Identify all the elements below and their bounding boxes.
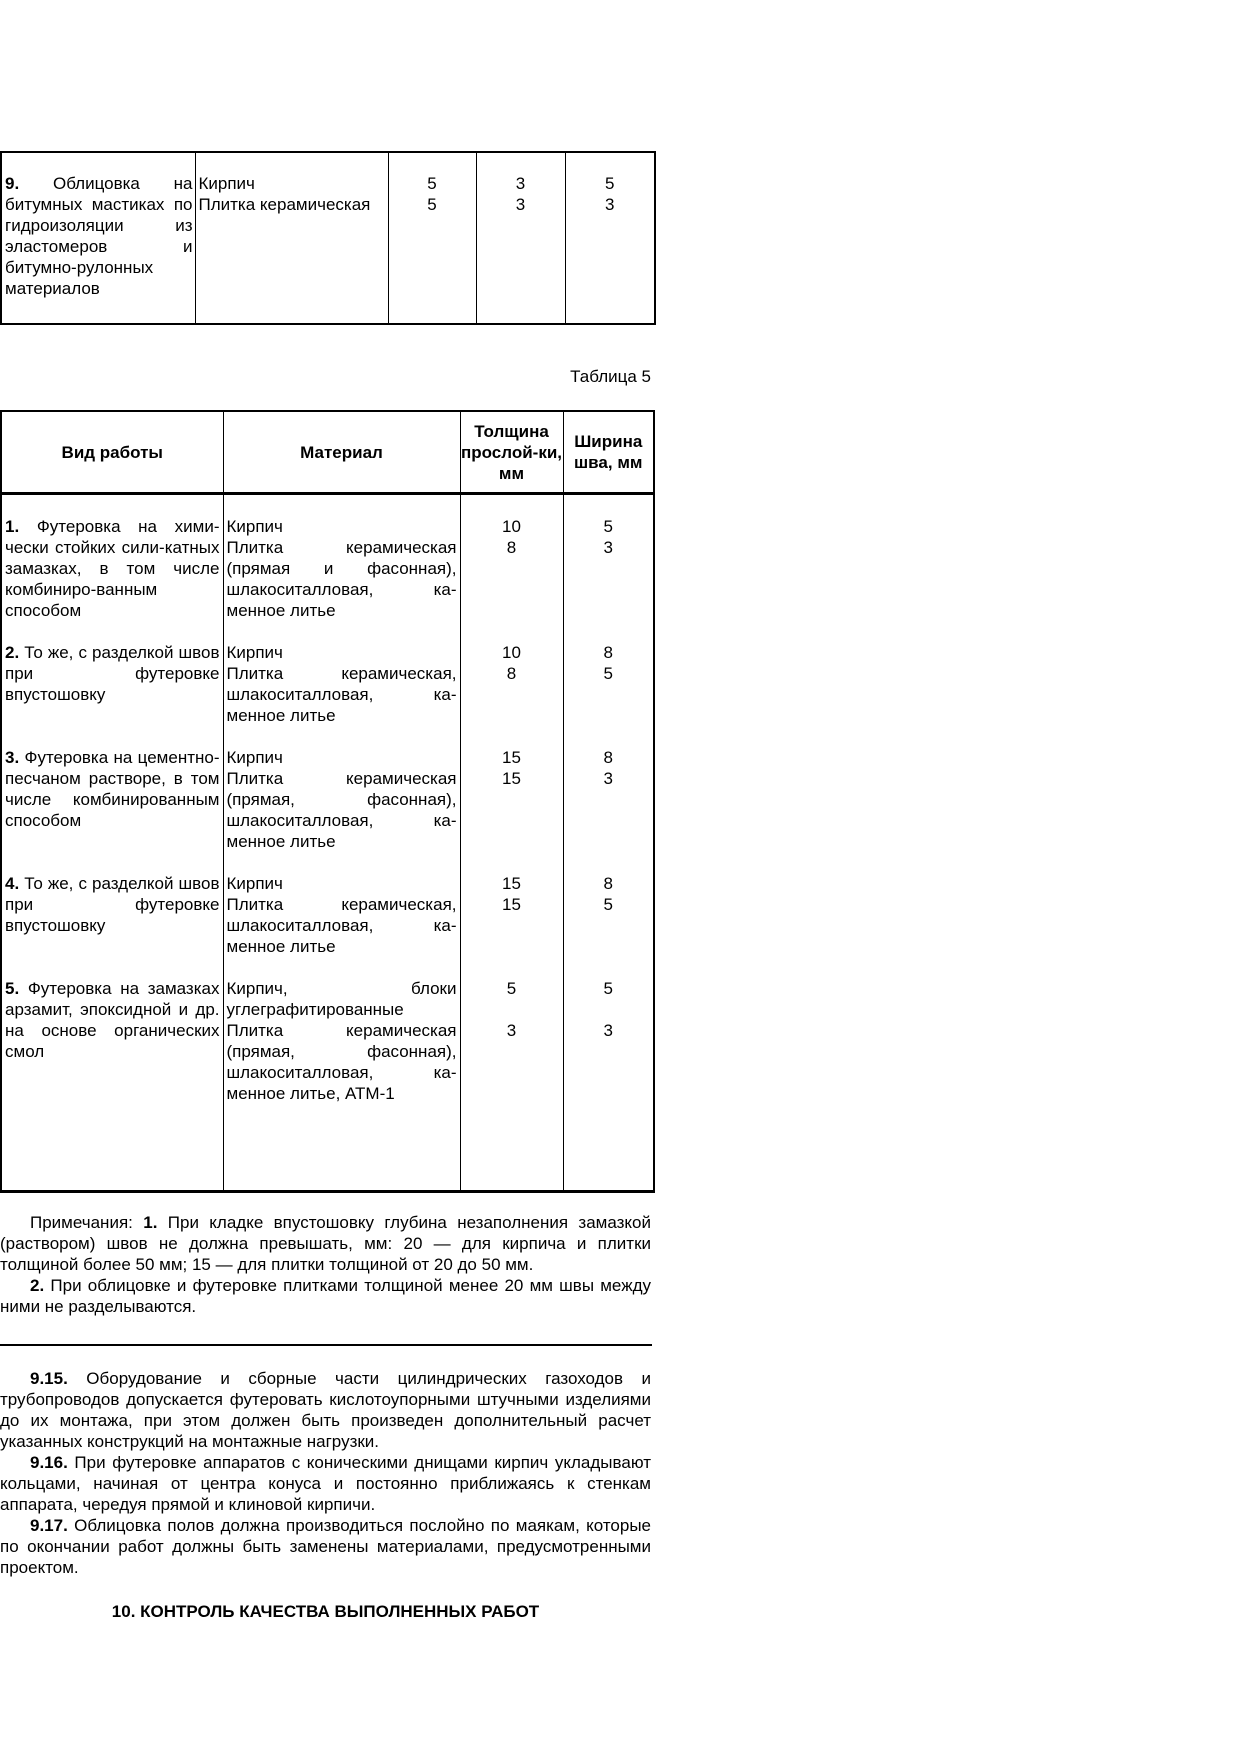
table-row — [1, 494, 654, 643]
value-cell — [388, 152, 476, 324]
paragraph — [0, 1368, 651, 1452]
table-row — [1, 642, 654, 747]
value-cell — [565, 152, 655, 324]
material-line: Плитка керамическая (прямая, фасонная), шлакоситалловая, ка-менное литье, АТМ-1 — [226, 1021, 457, 1103]
value: 3 — [515, 195, 526, 214]
width-cell — [563, 747, 654, 873]
value: 15 — [502, 748, 521, 767]
value: 3 — [515, 174, 526, 193]
row-number: 2. — [5, 643, 20, 662]
value: 15 — [502, 874, 521, 893]
work-description: Футеровка на хими-чески стойких сили-катных замазках, в том числе комбиниро-ванным способом — [5, 517, 220, 620]
value: 8 — [603, 874, 613, 893]
table-caption: Таблица 5 — [570, 367, 651, 386]
value: 8 — [506, 664, 517, 683]
material-line: Плитка керамическая — [198, 195, 371, 214]
previous-table — [0, 151, 656, 325]
work-description: Футеровка на замазках арзамит, эпоксидной и др. на основе органических смол — [5, 979, 220, 1061]
row-number: 5. — [5, 979, 20, 998]
material-cell — [195, 152, 388, 324]
note-text: При кладке впустошовку глубина незаполнения замазкой (раствором) швов не должна превышать, мм: 20 — для кирпича и плитки толщиной более 50 мм; 15 — для плитки толщиной от 20 до 50 мм. — [0, 1213, 651, 1274]
work-cell — [1, 642, 223, 747]
material-line: Плитка керамическая, шлакоситалловая, ка-менное литье — [226, 664, 457, 725]
header-work: Вид работы — [1, 411, 223, 494]
value: 10 — [502, 517, 521, 536]
value: 5 — [603, 895, 613, 914]
work-description: То же, с разделкой швов при футеровке впустошовку — [5, 874, 220, 935]
header-width: Ширина шва, мм — [563, 411, 654, 494]
row-number: 1. — [5, 517, 20, 536]
value: 5 — [605, 174, 615, 193]
work-cell — [1, 494, 223, 643]
material-cell — [223, 978, 460, 1192]
section-heading: 10. КОНТРОЛЬ КАЧЕСТВА ВЫПОЛНЕННЫХ РАБОТ — [111, 1602, 540, 1621]
material-line: Плитка керамическая (прямая и фасонная), шлакоситалловая, ка-менное литье — [226, 538, 457, 620]
value: 3 — [603, 538, 613, 557]
notes — [0, 1212, 651, 1317]
paragraph-text: При футеровке аппаратов с коническими днищами кирпич укладывают кольцами, начиная от центра конуса и постоянно приближаясь к стенкам аппарата, чередуя прямой и клиновой кирпичи. — [0, 1453, 651, 1514]
work-description: То же, с разделкой швов при футеровке впустошовку — [5, 643, 220, 704]
table-row — [1, 152, 655, 324]
table-row — [1, 873, 654, 978]
value: 3 — [506, 1021, 517, 1040]
material-line: Кирпич, блоки углеграфитированные — [226, 979, 457, 1019]
work-description: Футеровка на цементно-песчаном растворе, в том числе комбинированным способом — [5, 748, 220, 830]
table-5 — [0, 410, 655, 1193]
note-number: 2. — [30, 1276, 45, 1295]
row-number: 3. — [5, 748, 20, 767]
table-row — [1, 978, 654, 1192]
material-line: Плитка керамическая, шлакоситалловая, ка-менное литье — [226, 895, 457, 956]
thickness-cell — [460, 978, 563, 1192]
divider — [0, 1344, 652, 1346]
paragraph — [0, 1515, 651, 1578]
paragraph-text: Оборудование и сборные части цилиндрических газоходов и трубопроводов допускается футеровать кислотоупорными штучными изделиями до их монтажа, при этом должен быть произведен дополнительный расчет указанных конструкций на монтажные нагрузки. — [0, 1369, 651, 1451]
material-line: Кирпич — [198, 174, 255, 193]
row-number: 9. — [5, 174, 20, 193]
value: 15 — [502, 895, 521, 914]
body-text — [0, 1368, 651, 1578]
note-number: 1. — [143, 1213, 158, 1232]
value: 5 — [427, 195, 437, 214]
work-description: Облицовка на битумных мастиках по гидроизоляции из эластомеров и битумно-рулонных материалов — [5, 174, 193, 298]
value: 8 — [603, 643, 613, 662]
material-line: Кирпич — [226, 874, 283, 893]
material-cell — [223, 642, 460, 747]
paragraph — [0, 1452, 651, 1515]
width-cell — [563, 494, 654, 643]
value: 5 — [427, 174, 437, 193]
material-cell — [223, 747, 460, 873]
value: 10 — [502, 643, 521, 662]
thickness-cell — [460, 642, 563, 747]
value: 3 — [603, 1021, 613, 1040]
material-line: Кирпич — [226, 643, 283, 662]
work-cell — [1, 873, 223, 978]
width-cell — [563, 642, 654, 747]
value: 5 — [603, 664, 613, 683]
row-number: 4. — [5, 874, 20, 893]
value: 8 — [603, 748, 613, 767]
work-cell — [1, 978, 223, 1192]
work-cell — [1, 152, 195, 324]
thickness-cell — [460, 873, 563, 978]
work-cell — [1, 747, 223, 873]
thickness-cell — [460, 747, 563, 873]
note-text: При облицовке и футеровке плитками толщиной менее 20 мм швы между ними не разделываются. — [0, 1276, 651, 1316]
thickness-cell — [460, 494, 563, 643]
material-cell — [223, 494, 460, 643]
width-cell — [563, 978, 654, 1192]
value: 8 — [506, 538, 517, 557]
table-header — [1, 411, 654, 494]
value-cell — [476, 152, 565, 324]
value: 5 — [603, 979, 613, 998]
material-cell — [223, 873, 460, 978]
paragraph-text: Облицовка полов должна производиться послойно по маякам, которые по окончании работ должны быть заменены материалами, предусмотренными проектом. — [0, 1516, 651, 1577]
header-material: Материал — [223, 411, 460, 494]
table-row — [1, 747, 654, 873]
notes-label: Примечания: — [30, 1213, 133, 1232]
paragraph-number: 9.16. — [30, 1453, 68, 1472]
paragraph-number: 9.15. — [30, 1369, 68, 1388]
header-thickness: Толщина прослой-ки, мм — [460, 411, 563, 494]
value: 3 — [605, 195, 615, 214]
material-line: Кирпич — [226, 748, 283, 767]
value: 5 — [603, 517, 613, 536]
value: 15 — [502, 769, 521, 788]
width-cell — [563, 873, 654, 978]
paragraph-number: 9.17. — [30, 1516, 68, 1535]
value: 5 — [506, 979, 517, 998]
material-line: Плитка керамическая (прямая, фасонная), шлакоситалловая, ка-менное литье — [226, 769, 457, 851]
value: 3 — [603, 769, 613, 788]
material-line: Кирпич — [226, 517, 283, 536]
